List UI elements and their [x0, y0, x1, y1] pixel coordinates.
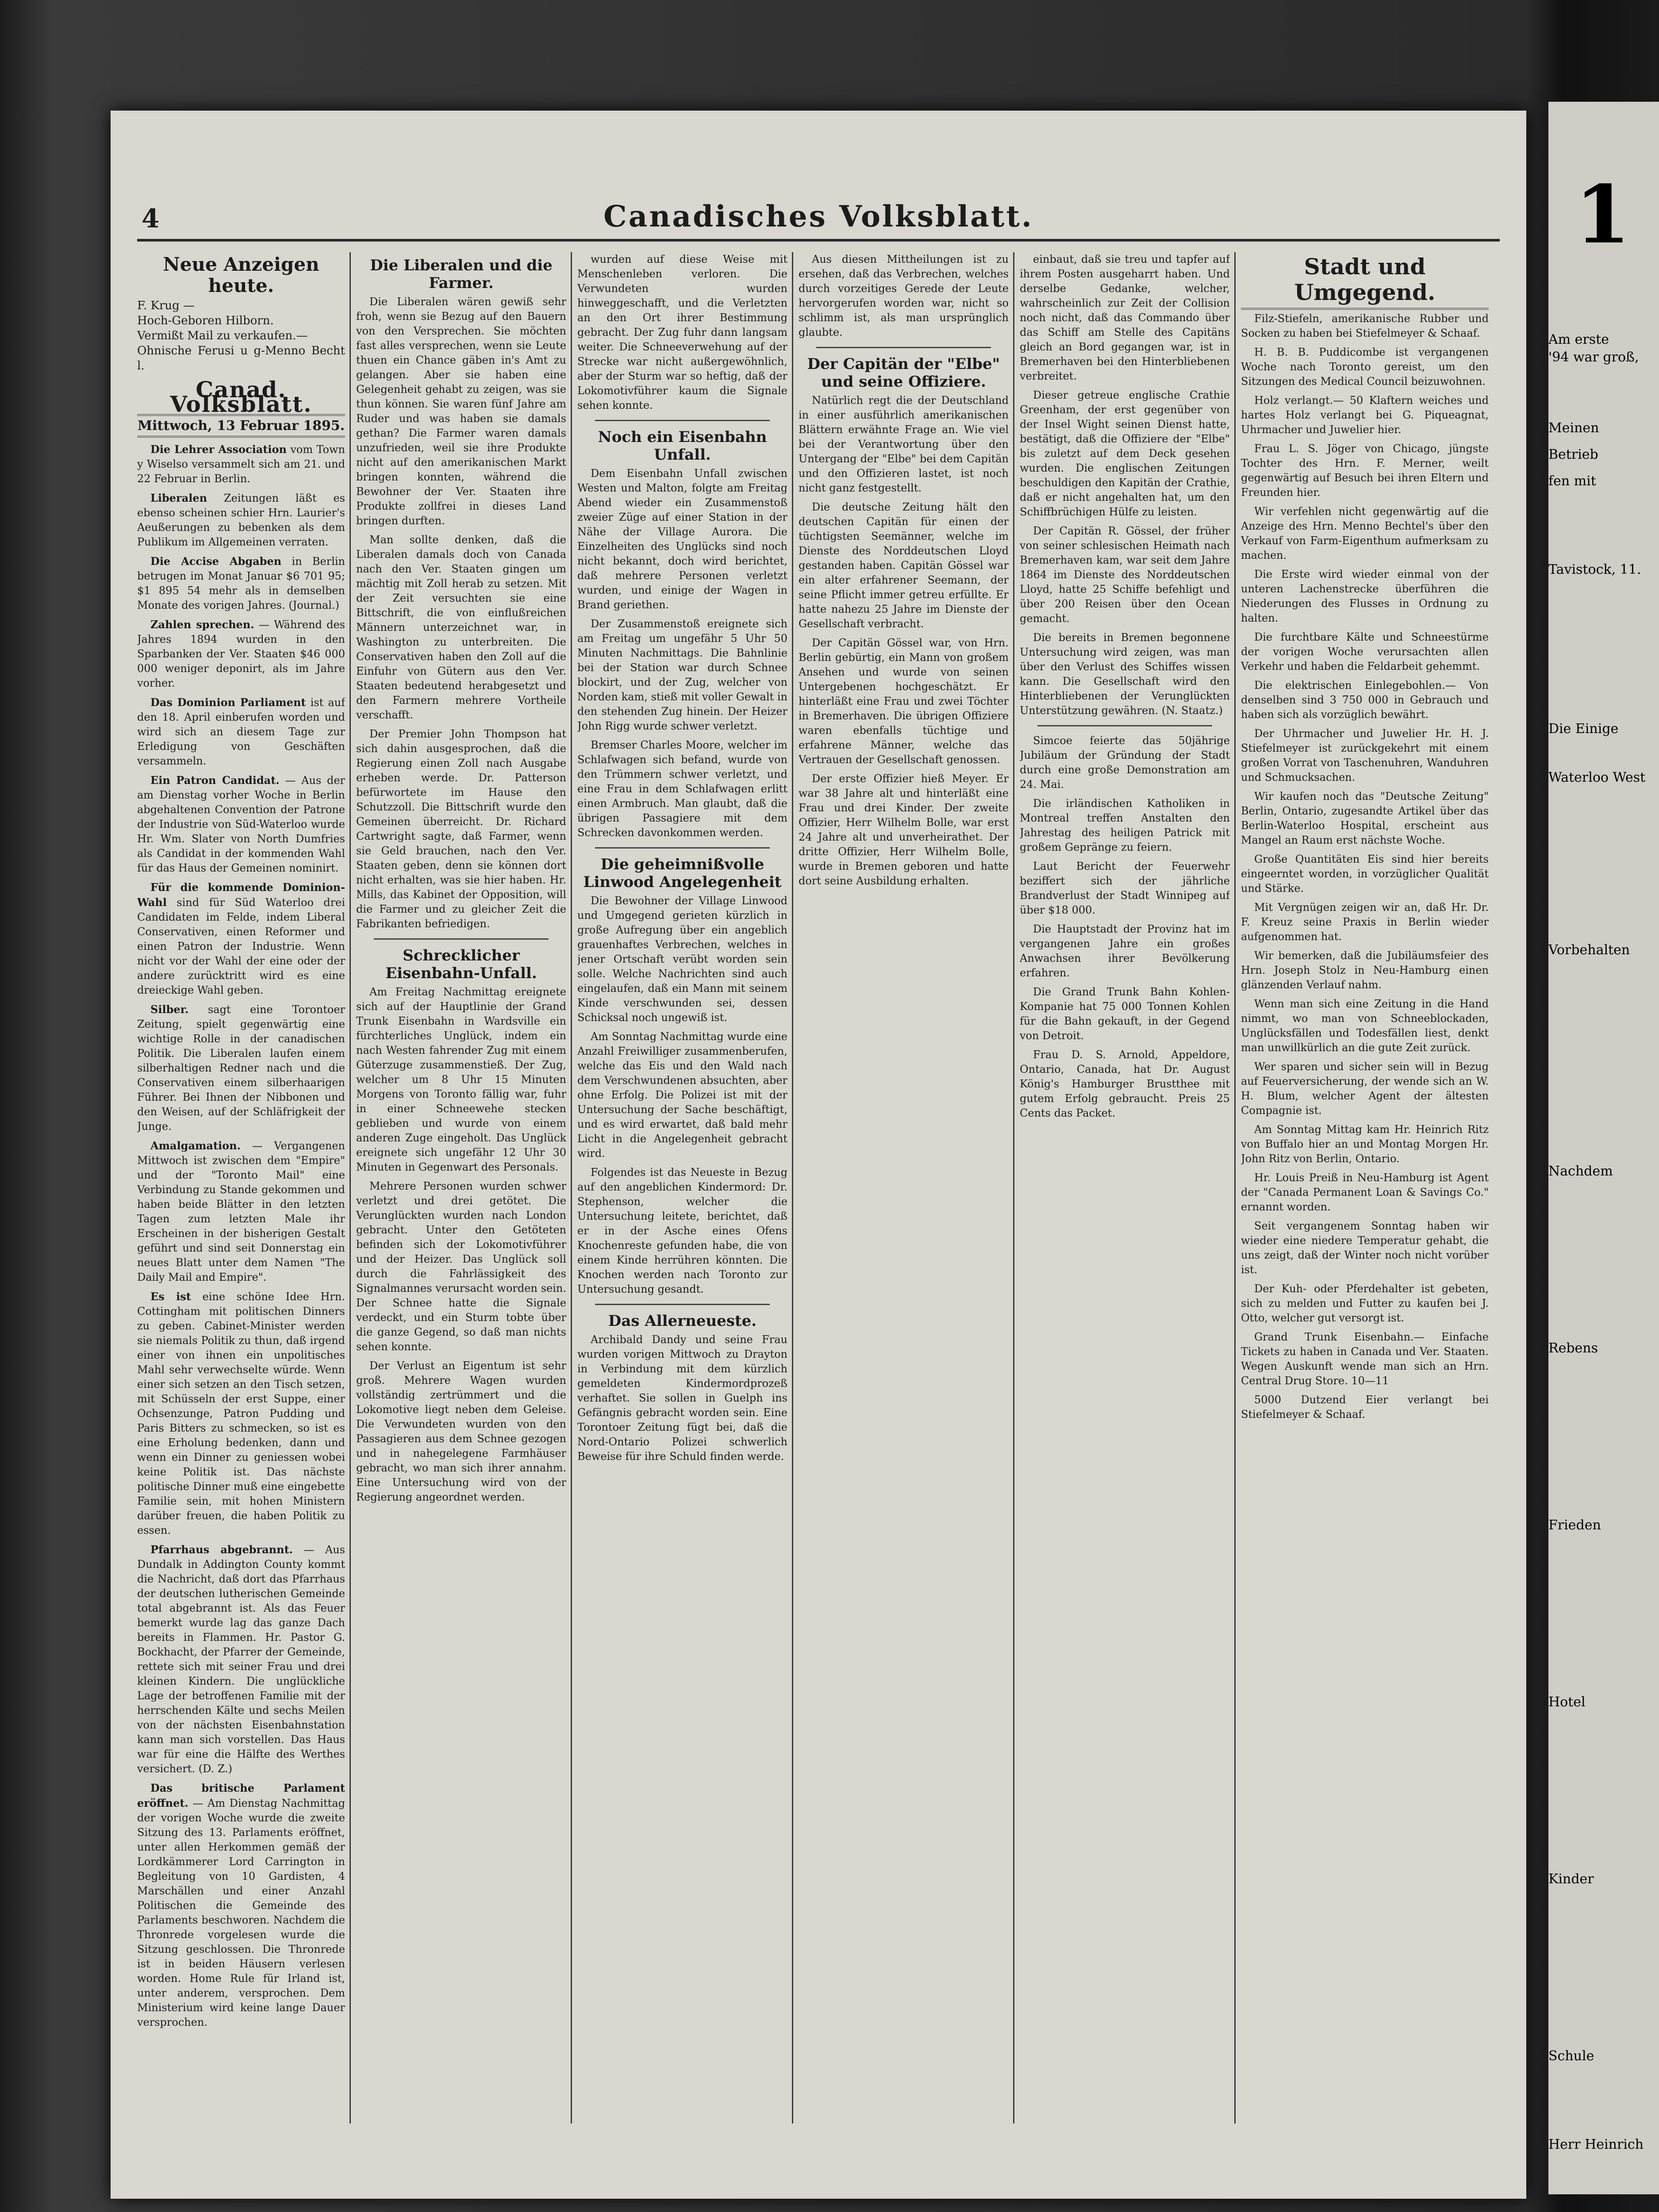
paragraph-lead: Amalgamation.: [150, 1139, 241, 1152]
paper-title: Canad. Volksblatt.: [170, 376, 312, 417]
column-divider: [571, 252, 572, 2124]
local-news-paragraph: Die furchtbare Kälte und Schneestürme der vorigen Woche verursachten allen Verkehr und haben die Feldarbeit gehemmt.: [1241, 631, 1489, 672]
column-5-articles: [1020, 252, 1230, 1121]
paragraph-text: sagt eine Torontoer Zeitung, spielt gegenwärtig eine wichtige Rolle in der canadischen Politik. Die Liberalen laufen einem silberhaltigen Redner nach und die Conservativen einem silberhaarigen Führer. Bei Ihnen der Nibbonen und den Weisen, auf der Schläfrigkeit der Junge.: [137, 1003, 345, 1133]
article-paragraph: Der Premier John Thompson hat sich dahin ausgesprochen, daß die Regierung einen Zoll nach Ausgabe erheben werde. Dr. Patterson befürwortete im Hause den Schutzzoll. Die Bittschrift wurde den Gemeinen überreicht. Dr. Richard Cartwright sagte, daß Farmer, wenn sie Geld brauchen, nach den Ver. Staaten geben, denn sie können dort nicht erhalten, was sie hier haben. Hr. Mills, das Kabinet der Opposition, will die Farmer und zu gleicher Zeit die Fabrikanten befriedigen.: [356, 728, 566, 930]
paragraph-text: — Aus der am Dienstag vorher Woche in Berlin abgehaltenen Convention der Patrone der Industrie von Süd-Waterloo wurde Hr. Wm. Slater von North Dumfries als Candidat in der kommenden Wahl für das Haus der Gemeinen nominirt.: [137, 774, 345, 874]
local-news-heading: Stadt und Umgegend.: [1241, 254, 1489, 310]
article-paragraph: Man sollte denken, daß die Liberalen damals doch von Canada nach den Ver. Staaten gingen um mächtig mit Zoll herab zu setzen. Mit der Zeit versuchten sie eine Bittschrift, die von einflußreichen Männern unterzeichnet war, in Washington zu unterbreiten. Die Conservativen haben den Zoll auf die Einfuhr von Gütern aus den Ver. Staaten bedeutend herabgesetzt und den Farmern mehrere Vortheile verschafft.: [356, 534, 566, 721]
news-paragraph: [137, 880, 345, 998]
adjacent-line: Meinen: [1548, 420, 1599, 436]
column-4-articles: [799, 252, 1009, 888]
article-paragraph: Am Sonntag Nachmittag wurde eine Anzahl Freiwilliger zusammenberufen, welche das Eis und den Wald nach dem Verschwundenen absuchten, aber ohne Erfolg. Die Polizei ist mit der Untersuchung der Sache beschäftigt, und es wird erwartet, daß bald mehr Licht in die Angelegenheit gebracht wird.: [577, 1030, 787, 1160]
adjacent-line: Hotel: [1548, 1694, 1586, 1710]
news-paragraph: [137, 1138, 345, 1285]
article-paragraph: Natürlich regt die der Deutschland in einer ausführlich amerikanischen Blättern erwähnte Frage an. Wie viel bei der Verantwortung über den Untergang der "Elbe" bei dem Capitän und den Offizieren lastet, ist noch nicht ganz festgestellt.: [799, 394, 1009, 494]
column-divider: [792, 252, 793, 2124]
paragraph-lead: Ein Patron Candidat.: [150, 774, 280, 787]
paragraph-lead: Liberalen: [150, 492, 207, 504]
adjacent-page-numeral: 1: [1575, 168, 1631, 261]
news-paragraph: [137, 1002, 345, 1134]
article-heading: Die Liberalen und die Farmer.: [370, 257, 553, 292]
local-news-paragraph: Wer sparen und sicher sein will in Bezug auf Feuerversicherung, der wende sich an W. H. Blum, welcher Agent der ältesten Compagnie ist.: [1241, 1060, 1489, 1117]
local-news-paragraph: Große Quantitäten Eis sind hier bereits eingeerntet worden, in vorzüglicher Qualität und Stärke.: [1241, 853, 1489, 895]
column-2-articles: [356, 257, 566, 1505]
article-paragraph: Die Hauptstadt der Provinz hat im vergangenen Jahre ein großes Anwachsen ihrer Bevölkerung erfahren.: [1020, 923, 1230, 979]
adjacent-line: Schule: [1548, 2048, 1594, 2064]
adjacent-line: Frieden: [1548, 1517, 1601, 1533]
local-news-items: [1241, 311, 1489, 1422]
local-news-paragraph: Wir kaufen noch das "Deutsche Zeitung" Berlin, Ontario, zugesandte Artikel über das Berlin-Waterloo Hospital, erscheint aus Mangel an Raum erst nächste Woche.: [1241, 790, 1489, 846]
local-news-paragraph: Frau L. S. Jöger von Chicago, jüngste Tochter des Hrn. F. Merner, weilt gegenwärtig auf Besuch bei ihren Eltern und Freunden hier.: [1241, 442, 1489, 499]
news-paragraph: [137, 1289, 345, 1538]
article-paragraph: Die Grand Trunk Bahn Kohlen-Kompanie hat 75 000 Tonnen Kohlen für die Bahn gekauft, in der Gegend von Detroit.: [1020, 986, 1230, 1042]
adjacent-line: '94 war groß,: [1548, 349, 1639, 365]
paragraph-lead: Pfarrhaus abgebrannt.: [150, 1543, 293, 1556]
article-separator: [595, 1304, 770, 1305]
news-paragraph: [137, 442, 345, 486]
local-news-paragraph: Am Sonntag Mittag kam Hr. Heinrich Ritz von Buffalo hier an und Montag Morgen Hr. John Ritz von Berlin, Ontario.: [1241, 1123, 1489, 1165]
new-ads-heading: Neue Anzeigen heute.: [163, 253, 319, 296]
news-paragraph: [137, 1542, 345, 1776]
article-paragraph: wurden auf diese Weise mit Menschenleben verloren. Die Verwundeten wurden hinweggeschafft, und die Verletzten an den Ort ihrer Bestimmung gebracht. Der Zug fuhr dann langsam weiter. Die Schneeverwehung auf der Strecke war nicht außergewöhnlich, aber der Sturm war so heftig, daß der Lokomotivführer kaum die Signale sehen konnte.: [577, 253, 787, 411]
list-item: Hoch-Geboren Hilborn.: [137, 314, 274, 327]
paragraph-lead: Die Lehrer Association: [150, 443, 287, 456]
article-paragraph: Archibald Dandy und seine Frau wurden vorigen Mittwoch zu Drayton in Verbindung mit dem kürzlich gemeldeten Kindermordprozeß verhaftet. Sie sollen in Guelph ins Gefängnis gebracht worden sein. Eine Torontoer Zeitung fügt bei, daß die Nord-Ontario Polizei schwerlich Beweise für ihre Schuld finden werde.: [577, 1333, 787, 1463]
article-paragraph: Folgendes ist das Neueste in Bezug auf den angeblichen Kindermord: Dr. Stephenson, welcher die Untersuchung leitete, berichtet, daß er in der Asche eines Ofens Knochenreste gefunden habe, die von einem Kinde herrühren könnten. Die Knochen werden nach Toronto zur Untersuchung gesandt.: [577, 1166, 787, 1295]
paragraph-lead: Das britische Parlament eröffnet.: [137, 1782, 345, 1809]
article-separator: [595, 420, 770, 421]
local-news-paragraph: Mit Vergnügen zeigen wir an, daß Hr. Dr. F. Kreuz seine Praxis in Berlin wieder aufgenommen hat.: [1241, 901, 1489, 943]
column-divider: [349, 252, 351, 2124]
local-news-paragraph: Seit vergangenem Sonntag haben wir wieder eine niedere Temperatur gehabt, die uns zeigt, daß der Winter noch nicht vorüber ist.: [1241, 1220, 1489, 1276]
paragraph-text: — Vergangenen Mittwoch ist zwischen dem "Empire" und der "Toronto Mail" eine Verbindung zu Stande gekommen und haben beide Blätter in den letzten Tagen zum letzten Male ihr Erscheinen in der bisherigen Gestalt geführt und sind seit Donnerstag ein neues Blatt unter dem Namen "The Daily Mail and Empire".: [137, 1140, 345, 1283]
article-heading: Der Capitän der "Elbe" und seine Offiziere.: [807, 355, 1000, 391]
paragraph-lead: Silber.: [150, 1003, 189, 1016]
local-news-paragraph: H. B. B. Puddicombe ist vergangenen Woche nach Toronto gereist, um den Sitzungen des Medical Council beizuwohnen.: [1241, 346, 1489, 388]
column-2: [356, 252, 566, 2124]
local-news-paragraph: Wir verfehlen nicht gegenwärtig auf die Anzeige des Hrn. Menno Bechtel's über den Verkauf von Farm-Eigenthum aufmerksam zu machen.: [1241, 505, 1489, 561]
column-5: [1020, 252, 1230, 2124]
adjacent-line: Nachdem: [1548, 1164, 1613, 1179]
article-heading: Noch ein Eisenbahn Unfall.: [598, 428, 767, 464]
adjacent-line: Die Einige: [1548, 721, 1619, 737]
column-1: [137, 252, 345, 2124]
paragraph-lead: Für die kommende Dominion-Wahl: [137, 881, 345, 909]
column-3-articles: [577, 252, 787, 1464]
local-news-paragraph: Filz-Stiefeln, amerikanische Rubber und Socken zu haben bei Stiefelmeyer & Schaaf.: [1241, 312, 1489, 339]
article-paragraph: Am Freitag Nachmittag ereignete sich auf der Hauptlinie der Grand Trunk Eisenbahn in Wardsville ein fürchterliches Unglück, indem ein nach Westen fahrender Zug mit einem Güterzuge zusammenstieß. Der Zug, welcher um 8 Uhr 15 Minuten Morgens von Toronto fällig war, fuhr in einer Schneewehe stecken geblieben und wurde von einem anderen Zuge eingeholt. Das Unglück ereignete sich ungefähr 12 Uhr 30 Minuten in Gegenwart des Personals.: [356, 986, 566, 1173]
article-paragraph: Die bereits in Bremen begonnene Untersuchung wird zeigen, was man über den Verlust des Schiffes wissen kann. Die Gesellschaft wird den Hinterbliebenen der Verunglückten Unterstützung gewähren. (N. Staatz.): [1020, 631, 1230, 717]
article-paragraph: Der Capitän R. Gössel, der früher von seiner schlesischen Heimath nach Bremerhaven kam, war seit dem Jahre 1864 im Dienste des Norddeutschen Lloyd, hatte 25 Schiffe befehligt und über 200 Reisen über den Ocean gemacht.: [1020, 525, 1230, 625]
list-item: F. Krug —: [137, 299, 195, 312]
local-news-paragraph: Der Kuh- oder Pferdehalter ist gebeten, sich zu melden und Futter zu kaufen bei J. Otto, welcher gut versorgt ist.: [1241, 1283, 1489, 1324]
article-paragraph: Der Zusammenstoß ereignete sich am Freitag um ungefähr 5 Uhr 50 Minuten Nachmittags. Die Bahnlinie bei der Station war durch Schnee blockirt, und der Zug, welcher von Norden kam, stieß mit voller Gewalt in den stehenden Zug hinein. Der Heizer John Rigg wurde schwer verletzt.: [577, 618, 787, 732]
article-paragraph: Der erste Offizier hieß Meyer. Er war 38 Jahre alt und hinterläßt eine Frau und drei Kinder. Der zweite Offizier, Herr Wilhelm Bolle, war erst 24 Jahre alt und unverheirathet. Der dritte Offizier, Herr Wilhelm Bolle, wurde in Bremen geboren und hatte dort seine Ausbildung erhalten.: [799, 772, 1009, 887]
article-separator: [1037, 725, 1212, 726]
paragraph-lead: Die Accise Abgaben: [150, 555, 282, 568]
article-paragraph: einbaut, daß sie treu und tapfer auf ihrem Posten ausgeharrt haben. Und derselbe Gedanke, welcher, wahrscheinlich zur Zeit der Collision noch nicht, daß das Commando über das Schiff am Stelle des Capitäns gleich an Bord gegangen war, ist in Bremerhaven bei den Hinterbliebenen verbreitet.: [1020, 253, 1230, 382]
news-paragraph: [137, 1781, 345, 2030]
article-paragraph: Der Capitän Gössel war, von Hrn. Berlin gebürtig, ein Mann von großem Ansehen und wurde von seinen Untergebenen hochgeschätzt. Er hinterläßt eine Frau und zwei Töchter in Bremerhaven. Die übrigen Offiziere waren ebenfalls tüchtige und erfahrene Männer, welche das Vertrauen der Gesellschaft genossen.: [799, 637, 1009, 766]
column-4: [799, 252, 1009, 2124]
article-paragraph: Frau D. S. Arnold, Appeldore, Ontario, Canada, hat Dr. August König's Hamburger Brustthee mit gutem Erfolg gebraucht. Preis 25 Cents das Packet.: [1020, 1048, 1230, 1119]
paragraph-lead: Es ist: [150, 1290, 191, 1303]
newspaper-page: [111, 111, 1526, 2199]
paragraph-text: — Während des Jahres 1894 wurden in den Sparbanken der Ver. Staaten $46 000 000 weniger deponirt, als im Jahre vorher.: [137, 618, 345, 689]
paragraph-text: Zeitungen läßt es ebenso scheinen schier Hrn. Laurier's Aeußerungen zu bebenken als dem Publikum im Allgemeinen verraten.: [137, 492, 345, 548]
column-divider: [1234, 252, 1236, 2124]
local-news-paragraph: Wir bemerken, daß die Jubiläumsfeier des Hrn. Joseph Stolz in Neu-Hamburg einen glänzenden Verlauf nahm.: [1241, 949, 1489, 991]
dateline: Mittwoch, 13 Februar 1895.: [137, 414, 345, 438]
local-news-paragraph: Der Uhrmacher und Juwelier Hr. H. J. Stiefelmeyer ist zurückgekehrt mit einem großen Vorrat von Taschenuhren, Wanduhren und Schmucksachen.: [1241, 727, 1489, 783]
paragraph-text: in Berlin betrugen im Monat Januar $6 701 95; $1 895 54 mehr als in demselben Monate des vorigen Jahres. (Journal.): [137, 555, 345, 611]
local-news-paragraph: Die elektrischen Einlegebohlen.— Von denselben sind 3 750 000 in Gebrauch und haben sich als vorzüglich bewährt.: [1241, 679, 1489, 721]
paragraph-text: vom Town y Wiselso versammelt sich am 21. und 22 Februar in Berlin.: [137, 443, 345, 485]
page-number: 4: [142, 204, 160, 234]
local-news-paragraph: Die Erste wird wieder einmal von der unteren Lachenstrecke überführen die Niederungen des Flusses in Ordnung zu halten.: [1241, 568, 1489, 624]
adjacent-line: fen mit: [1548, 473, 1596, 489]
article-paragraph: Dieser getreue englische Crathie Greenham, der erst gegenüber von der Insel Wight seinen Dienst hatte, bestätigt, daß die Offiziere der "Elbe" bis zuletzt auf dem Deck gesehen wurden. Die englischen Zeitungen beschuldigen den Kapitän der Crathie, daß er nicht angehalten hat, um den Schiffbrüchigen Hülfe zu leisten.: [1020, 389, 1230, 518]
paragraph-text: — Am Dienstag Nachmittag der vorigen Woche wurde die zweite Sitzung des 13. Parlaments eröffnet, unter allen Herkommen gemäß der Lordkämmerer Lord Carrington in Begleitung von 10 Gardisten, 4 Marschällen und einer Anzahl Politischen die Gemeinde des Parlaments beschworen. Nachdem die Thronrede vorgelesen wurde die Sitzung geschlossen. Die Thronrede ist in beiden Häusern verlesen worden. Home Rule für Irland ist, unter anderem, versprochen. Dem Ministerium wird keine lange Dauer versprochen.: [137, 1797, 345, 2028]
article-paragraph: Dem Eisenbahn Unfall zwischen Westen und Malton, folgte am Freitag Abend wieder ein Zusammenstoß zweier Züge auf einer Station in der Nähe der Village Aurora. Die Einzelheiten des Unglücks sind noch nicht bekannt, doch wird berichtet, daß mehrere Personen verletzt wurden, und einige der Wagen in Brand geriethen.: [577, 467, 787, 611]
article-paragraph: Mehrere Personen wurden schwer verletzt und drei getötet. Die Verunglückten wurden nach London gebracht. Unter den Getöteten befinden sich der Lokomotivführer und der Heizer. Das Unglück soll durch die Fahrlässigkeit des Signalmannes verursacht worden sein. Der Schnee hatte die Signale verdeckt, und ein Sturm tobte über die ganze Gegend, so daß man nichts sehen konnte.: [356, 1180, 566, 1353]
adjacent-line: Am erste: [1548, 332, 1609, 347]
list-item: Ohnische Ferusi u g-Menno Becht l.: [137, 344, 345, 373]
adjacent-line: Rebens: [1548, 1340, 1598, 1356]
paragraph-lead: Das Dominion Parliament: [150, 696, 306, 709]
adjacent-line: Kinder: [1548, 1871, 1594, 1887]
adjacent-line: Herr Heinrich: [1548, 2137, 1644, 2152]
adjacent-line: Tavistock, 11.: [1548, 562, 1641, 577]
column-6: [1241, 252, 1489, 2124]
paragraph-text: eine schöne Idee Hrn. Cottingham mit politischen Dinners zu geben. Cabinet-Minister werden sie niemals Politik zu thun, daß irgend einer von ihnen ein unpolitisches Mahl sehr verwechselte würde. Wenn einer sich setzen an den Tisch setzen, mit Schüsseln der erst Suppe, einer Ochsenzunge, Patron Pudding und Paris Bitters zu schmecken, so ist es eine Erholung bedenken, dann und wenn ein Dinner zu geniessen wobei keine Politik ist. Das nächste politische Dinner muß eine eingebette Familie sein, mit hohen Ministern darüber freuen, die haben Politik zu essen.: [137, 1290, 345, 1536]
article-heading: Schrecklicher Eisenbahn-Unfall.: [385, 947, 537, 982]
article-separator: [816, 347, 991, 348]
article-heading: Das Allerneueste.: [608, 1312, 757, 1330]
news-paragraph: [137, 491, 345, 549]
article-paragraph: Der Verlust an Eigentum ist sehr groß. Mehrere Wagen wurden vollständig zertrümmert und die Lokomotive liegt neben dem Geleise. Die Verwundeten wurden von den Passagieren aus dem Schnee gezogen und in nahegelegene Farmhäuser gebracht, wo man sich ihrer annahm. Eine Untersuchung wird von der Regierung angeordnet werden.: [356, 1359, 566, 1503]
article-paragraph: Die irländischen Katholiken in Montreal treffen Anstalten den Jahrestag des heiligen Patrick mit großem Gepränge zu feiern.: [1020, 797, 1230, 853]
local-news-paragraph: 5000 Dutzend Eier verlangt bei Stiefelmeyer & Schaaf.: [1241, 1394, 1489, 1421]
news-paragraph: [137, 695, 345, 768]
adjacent-line: Vorbehalten: [1548, 942, 1630, 958]
local-news-paragraph: Grand Trunk Eisenbahn.— Einfache Tickets zu haben in Canada und Ver. Staaten. Wegen Auskunft wende man sich an Hrn. Central Drug Store. 10—11: [1241, 1331, 1489, 1387]
article-paragraph: Bremser Charles Moore, welcher im Schlafwagen sich befand, wurde von den Trümmern schwer verletzt, und eine Frau in dem Schlafwagen erlitt einen Armbruch. Man glaubt, daß die übrigen Passagiere mit dem Schrecken davonkommen werden.: [577, 739, 787, 839]
masthead: Canadisches Volksblatt.: [603, 199, 1033, 234]
paragraph-lead: Zahlen sprechen.: [150, 618, 254, 631]
article-separator: [595, 847, 770, 849]
list-item: Vermißt Mail zu verkaufen.—: [137, 329, 308, 342]
news-paragraph: [137, 773, 345, 876]
article-paragraph: Aus diesen Mittheilungen ist zu ersehen, daß das Verbrechen, welches durch vorzeitiges Gerede der Leute hervorgerufen worden war, nicht so schlimm ist, als man ursprünglich glaubte.: [799, 253, 1009, 338]
article-separator: [374, 938, 549, 940]
column-3: [577, 252, 787, 2124]
article-heading: Die geheimnißvolle Linwood Angelegenheit: [583, 856, 782, 891]
news-paragraph: [137, 617, 345, 691]
article-paragraph: Die deutsche Zeitung hält den deutschen Capitän für einen der tüchtigsten Seemänner, welche im Dienste des Norddeutschen Lloyd gestanden haben. Capitän Gössel war ein alter erfahrener Seemann, der seine Pflicht immer getreu erfüllte. Er hatte nahezu 25 Jahre im Dienste der Gesellschaft verbracht.: [799, 501, 1009, 630]
column-divider: [1013, 252, 1014, 2124]
paragraph-text: sind für Süd Waterloo drei Candidaten im Felde, indem Liberal Conservativen, einen Reformer und einen Patron der Industrie. Wenn nicht vor der Wahl der eine oder der andere zurücktritt wird es eine dreieckige Wahl geben.: [137, 896, 345, 996]
article-paragraph: Simcoe feierte das 50jährige Jubiläum der Gründung der Stadt durch eine große Demonstration am 24. Mai.: [1020, 734, 1230, 791]
local-news-paragraph: Holz verlangt.— 50 Klaftern weiches und hartes Holz verlangt bei G. Piqueagnat, Uhrmacher und Juwelier hier.: [1241, 394, 1489, 436]
paragraph-text: — Aus Dundalk in Addington County kommt die Nachricht, daß dort das Pfarrhaus der deutschen lutherischen Gemeinde total abgebrannt ist. Als das Feuer bemerkt wurde lag das ganze Dach bereits in Flammen. Hr. Pastor G. Bockhacht, der Pfarrer der Gemeinde, rettete sich mit seiner Frau und drei kleinen Kindern. Die unglückliche Lage der betroffenen Familie mit der herrschenden Kälte und sechs Meilen von der nächsten Eisenbahnstation kann man sich vorstellen. Das Haus war für eine die Hälfte des Werthes versichert. (D. Z.): [137, 1544, 345, 1775]
adjacent-page: [1548, 102, 1659, 2194]
local-news-paragraph: Hr. Louis Preiß in Neu-Hamburg ist Agent der "Canada Permanent Loan & Savings Co." ernannt worden.: [1241, 1171, 1489, 1213]
article-paragraph: Die Bewohner der Village Linwood und Umgegend gerieten kürzlich in große Aufregung über ein angeblich grauenhaftes Verbrechen, welches in jener Ortschaft verübt worden sein solle. Welche Nachrichten sind auch eingelaufen, daß ein Mann mit seinem Kinde verschwunden sei, dessen Schicksal noch ungewiß ist.: [577, 895, 787, 1024]
article-paragraph: Die Liberalen wären gewiß sehr froh, wenn sie Bezug auf den Bauern von den Versprechen. Sie möchten fast alles versprechen, wenn sie Leute thuen ein Chance gäben in's Amt zu gelangen. Aber sie haben eine Gelegenheit gehabt zu zeigen, was sie thun können. Sie waren fünf Jahre am Ruder und was haben sie damals gethan? Die Farmer waren damals unzufrieden, weil sie ihre Produkte nicht auf den amerikanischen Markt bringen konnten, während die Bewohner der Ver. Staaten ihre Produkte zollfrei in dieses Land bringen durften.: [356, 296, 566, 527]
local-news-paragraph: Wenn man sich eine Zeitung in die Hand nimmt, wo man von Schneeblockaden, Unglücksfällen und Todesfällen liest, denkt man unwillkürlich an die gute Zeit zurück.: [1241, 998, 1489, 1054]
news-paragraph: [137, 554, 345, 613]
adjacent-line: Waterloo West: [1548, 770, 1646, 785]
header-rule: [137, 239, 1500, 242]
adjacent-line: Betrieb: [1548, 447, 1598, 462]
article-paragraph: Laut Bericht der Feuerwehr beziffert sich der jährliche Brandverlust der Stadt Winnipeg auf über $18 000.: [1020, 860, 1230, 916]
paragraph-text: ist auf den 18. April einberufen worden und wird sich an diesem Tage zur Erledigung von Geschäften versammeln.: [137, 696, 345, 767]
news-items: [137, 442, 345, 2030]
